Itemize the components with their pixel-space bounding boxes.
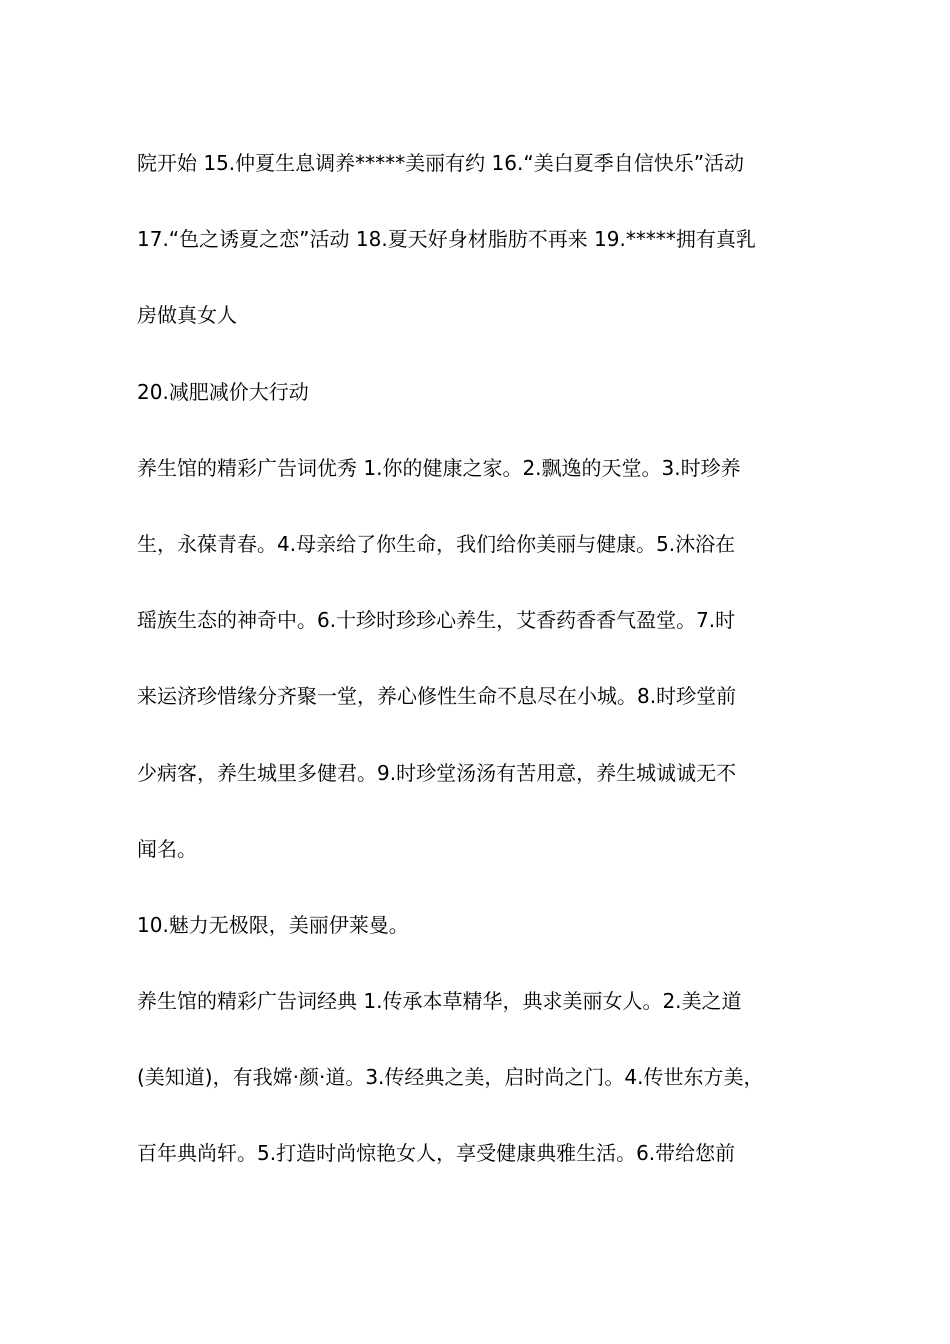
document-body (137, 138, 827, 1178)
text-line: 17.“色之诱夏之恋”活动 18.夏天好身材脂肪不再来 19.*****拥有真乳 (137, 227, 756, 252)
text-line: 养生馆的精彩广告词优秀 1.你的健康之家。2.飘逸的天堂。3.时珍养 (137, 455, 741, 480)
text-line: 少病客，养生城里多健君。9.时珍堂汤汤有苦用意，养生城诚诚无不 (137, 760, 737, 785)
text-line: 生，永葆青春。4.母亲给了你生命，我们给你美丽与健康。5.沐浴在 (137, 531, 736, 556)
text-line: 10.魅力无极限，美丽伊莱曼。 (137, 912, 409, 937)
text-line: 来运济珍惜缘分齐聚一堂，养心修性生命不息尽在小城。8.时珍堂前 (137, 684, 737, 709)
text-line: 瑶族生态的神奇中。6.十珍时珍珍心养生，艾香药香香气盈堂。7.时 (137, 608, 736, 633)
text-line: 闻名。 (137, 836, 197, 861)
text-line: 养生馆的精彩广告词经典 1.传承本草精华，典求美丽女人。2.美之道 (137, 989, 742, 1014)
text-line: 20.减肥减价大行动 (137, 379, 309, 404)
text-line: (美知道)，有我嫦·颜·道。3.传经典之美，启时尚之门。4.传世东方美， (137, 1065, 764, 1090)
text-line: 房做真女人 (137, 303, 237, 328)
text-line: 院开始 15.仲夏生息调养*****美丽有约 16.“美白夏季自信快乐”活动 (137, 151, 745, 175)
text-line: 百年典尚轩。5.打造时尚惊艳女人，享受健康典雅生活。6.带给您前 (137, 1141, 736, 1166)
